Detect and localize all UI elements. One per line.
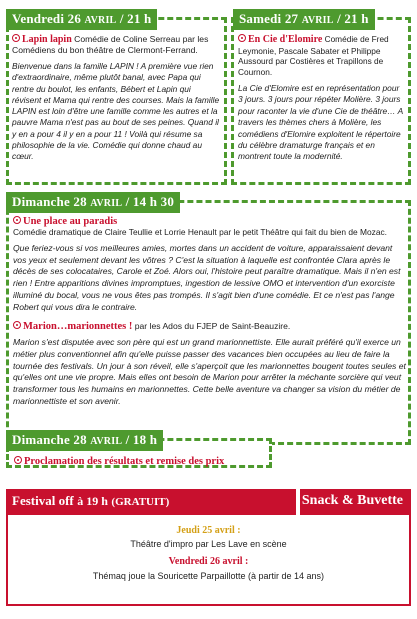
sunday-evening-time: 18 h [132,432,158,447]
festival-off-band [6,489,411,515]
friday-show-description: Bienvenue dans la famille LAPIN ! A première vue rien d'extraordinaire, même plutôt banal, avec Papa qui rentre du boulot, les enfants, Bébert et Lapin qui révisent et Mama qui rentre des courses. Mais la famille LAPIN est loin d'être une famille comme les autres et la pauvre Mama n'est pas au bout de ses peines. Quand il y en a pour 4 il y en a pour 11 ! Voilà qui résume sa philosophie de la vie. Comédie qui donne chaud au cœur. [12,61,220,162]
festival-day1: Jeudi 25 avril : [176,525,241,536]
festival-day2: Vendredi 26 avril : [168,556,249,567]
saturday-content [238,34,406,163]
show-une-place-title: Une place au paradis [23,216,118,227]
festival-off-text: Festival off [12,493,74,508]
bullet-icon [13,216,21,224]
friday-time: 21 h [127,11,152,26]
friday-date: 26 [67,11,82,26]
saturday-show-credit: Comédie de Fred Leymonie, Pascale Sabater et Philippe Aussourd par Costières et Trapillons de Cournon. [238,34,389,77]
saturday-show-description: La Cie d'Elomire est en représentation pour 3 jours. 3 jours pour répéter Molière. 3 jours pour raconter la vie d'une Cie de théâtre… A travers les thèmes chers à Molière, les comédiens d'Elomire exploitent le répertoire du célèbre dramaturge français et en montrent toute la modernité. [238,83,403,162]
saturday-header: Samedi 27 AVRIL / 21 h [233,9,375,30]
friday-header: Vendredi 26 AVRIL / 21 h [6,9,157,30]
sunday-afternoon-day: Dimanche [12,194,70,209]
bullet-icon [13,321,21,329]
friday-show-credit: Comédie de Coline Serreau par les Comédiens du bon théâtre de Clermont-Ferrand. [12,34,209,55]
sunday-evening-day: Dimanche [12,432,70,447]
saturday-date: 27 [284,11,299,26]
awards-title: Proclamation des résultats et remise des prix [24,456,225,467]
festival-day1-text: Théâtre d'impro par Les Lave en scène [130,539,287,549]
show-une-place-credit: Comédie dramatique de Claire Teullie et Lorrie Henault par le petit Théâtre qui fait du bien de Mozac. [13,227,387,237]
sunday-evening-date: 28 [73,432,87,447]
festival-off-free: (GRATUIT) [111,496,170,508]
festival-off-content [6,525,411,581]
show-une-place-heading [13,216,406,227]
friday-content [12,34,222,163]
show-marion-heading [13,321,406,332]
friday-show-heading [12,34,222,56]
saturday-show-heading [238,34,406,77]
friday-month: AVRIL [84,15,117,26]
saturday-show-title: En Cie d'Elomire [248,34,323,45]
sunday-afternoon-date: 28 [73,194,87,209]
friday-day: Vendredi [12,11,65,26]
sunday-evening-month: AVRIL [90,436,123,447]
festival-day2-text: Thémaq joue la Souricette Parpaillotte (à partir de 14 ans) [92,571,325,581]
show-marion-description: Marion s'est disputée avec son père qui est un grand marionnettiste. Elle aurait préféré qu'il exerce un métier plus conventionnel afin qu'elle puisse passer des vacances bien occupées au lieu de faire la tournée des festivals. Un jour à son réveil, elle s'aperçoit que les marionnettes bougent toutes seules et qu'elles ont une vie propre. Mais elles ont besoin de Marion pour arrêter la méchante sorcière qui veut transformer tous les humains en marionnettes. Cette belle aventure va changer sa vision du métier de marionnettiste et son avenir. [13,337,406,406]
snack-buvette-label: Snack & Buvette [301,493,403,508]
sunday-afternoon-content [13,216,406,407]
show-marion-title: Marion…marionnettes ! [23,321,133,333]
saturday-time: 21 h [344,11,369,26]
festival-off-label [12,493,169,510]
festival-off-time: à 19 h [77,494,108,508]
saturday-day: Samedi [239,11,282,26]
sunday-evening-header: Dimanche 28 AVRIL / 18 h [6,430,163,451]
sunday-afternoon-time: 14 h 30 [132,194,175,209]
band-divider [296,489,300,515]
sunday-afternoon-month: AVRIL [90,198,123,209]
sunday-evening-content [14,451,224,469]
saturday-month: AVRIL [301,15,334,26]
bullet-icon [238,34,246,42]
friday-show-title: Lapin lapin [22,34,72,45]
sunday-afternoon-header: Dimanche 28 AVRIL / 14 h 30 [6,192,180,213]
bullet-icon [14,456,22,464]
show-une-place-description: Que feriez-vous si vos meilleures amies, mortes dans un accident de voiture, apparaissaient devant vos yeux et seulement devant les vôtres ? C'est la situation à laquelle est confrontée Clara après le décès de ses colocataires, Carole et Zoé. Alors oui, l'histoire peut paraître dramatique. Mais il n'en est rien ! Entre apparitions divines impromptues, ingestion de lessive OMO et intervention d'un exorciste illuminé du bocal, vous ne vous êtes pas trompés. Il s'agit bien d'une comédie. Et ce n'est pas l'ange Robert qui vous dira le contraire. [13,243,401,312]
bullet-icon [12,34,20,42]
show-marion-credit: par les Ados du FJEP de Saint-Beauzire. [132,321,291,332]
